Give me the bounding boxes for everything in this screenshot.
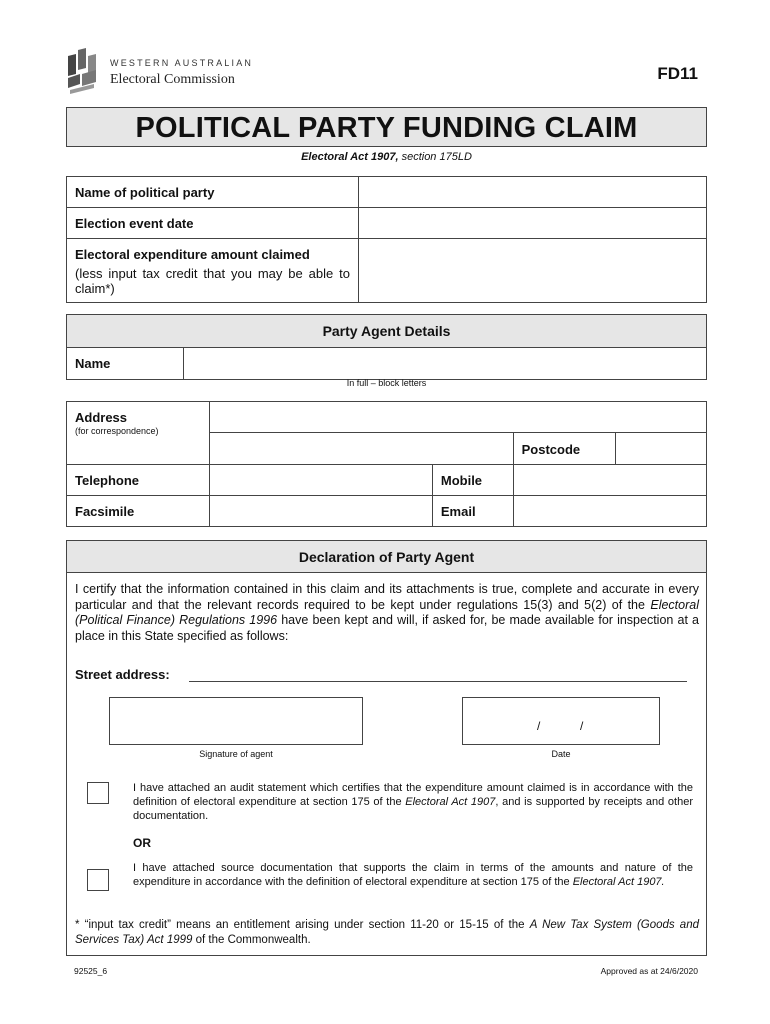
mobile-label: Mobile [432, 465, 513, 496]
date-slash-2: / [580, 719, 584, 733]
option1-act: Electoral Act 1907 [405, 796, 496, 808]
party-name-label: Name of political party [67, 177, 359, 208]
signature-caption: Signature of agent [199, 749, 273, 759]
footnote-text-1: * “input tax credit” means an entitlement arising under section 11-20 or 15-15 of the [75, 919, 530, 931]
agent-name-field[interactable] [184, 348, 707, 380]
address-line2-field[interactable] [210, 433, 513, 465]
footnote-act: A New Tax System (Goods and Services Tax) Act 1999 [75, 919, 699, 946]
date-slash-1: / [537, 719, 541, 733]
election-date-field[interactable] [359, 208, 707, 239]
mobile-field[interactable] [513, 465, 706, 496]
telephone-label: Telephone [67, 465, 210, 496]
expenditure-note: (less input tax credit that you may be able to claim*) [75, 266, 350, 296]
agent-details-table [66, 314, 707, 380]
form-number: 92525_6 [74, 966, 108, 976]
page-subtitle [66, 151, 707, 163]
option2-text-1: I have attached source documentation that supports the claim in terms of the amounts and nature of the expenditure in accordance with the definition of electoral expenditure at section 175 of the [133, 862, 693, 888]
address-sublabel: (for correspondence) [75, 426, 159, 436]
signature-field[interactable] [109, 697, 363, 745]
declaration-paragraph [75, 582, 699, 644]
agent-name-label: Name [67, 348, 184, 380]
audit-statement-checkbox[interactable] [87, 782, 109, 804]
date-field[interactable] [462, 697, 660, 745]
subtitle-section: section 175LD [398, 151, 472, 163]
declaration-section [66, 540, 707, 956]
expenditure-amount-field[interactable] [359, 239, 707, 303]
or-label: OR [133, 836, 151, 850]
logo-text-line1: WESTERN AUSTRALIAN [110, 58, 254, 68]
email-label: Email [432, 496, 513, 527]
telephone-field[interactable] [210, 465, 433, 496]
postcode-field[interactable] [616, 433, 707, 465]
form-code: FD11 [657, 64, 698, 83]
party-name-field[interactable] [359, 177, 707, 208]
declaration-text-1: I certify that the information contained in this claim and its attachments is true, complete and accurate in every particular and that the relevant records required to be kept under regulations 15(3) and 5(2) of the [75, 582, 699, 612]
postcode-label: Postcode [513, 433, 616, 465]
expenditure-label: Electoral expenditure amount claimed [75, 247, 310, 262]
agent-contact-table [66, 401, 707, 527]
approval-date: Approved as at 24/6/2020 [600, 966, 698, 976]
footnote-text-2: of the Commonwealth. [192, 934, 311, 946]
wa-electoral-commission-logo [66, 48, 254, 98]
declaration-text-2: have been kept and will, if asked for, be made available for inspection at a place in this State specified as follows: [75, 613, 699, 643]
address-label-cell [67, 402, 210, 465]
agent-details-heading: Party Agent Details [67, 315, 707, 348]
date-caption: Date [551, 749, 571, 759]
audit-statement-option [133, 781, 693, 823]
expenditure-label-cell [67, 239, 359, 303]
source-documentation-checkbox[interactable] [87, 869, 109, 891]
election-date-label: Election event date [67, 208, 359, 239]
option1-text-2: , and is supported by receipts and other documentation. [133, 796, 694, 822]
input-tax-credit-footnote [75, 918, 699, 948]
option2-act: Electoral Act 1907. [572, 876, 665, 888]
address-label: Address [75, 410, 128, 425]
source-documentation-option [133, 861, 693, 889]
email-field[interactable] [513, 496, 706, 527]
street-address-field[interactable] [189, 681, 687, 682]
subtitle-act: Electoral Act 1907, [301, 151, 399, 163]
declaration-regulations: Electoral (Political Finance) Regulations 1996 [75, 597, 699, 627]
claim-table [66, 176, 707, 303]
facsimile-label: Facsimile [67, 496, 210, 527]
logo-mark-icon [66, 48, 96, 96]
address-line1-field[interactable] [210, 402, 707, 433]
page-title: POLITICAL PARTY FUNDING CLAIM [66, 107, 707, 147]
declaration-heading: Declaration of Party Agent [67, 541, 706, 573]
option1-text-1: I have attached an audit statement which certifies that the expenditure amount claimed is in accordance with the definition of electoral expenditure at section 175 of the [133, 782, 693, 808]
facsimile-field[interactable] [210, 496, 433, 527]
name-block-letters-note: In full – block letters [346, 378, 427, 388]
street-address-label: Street address: [75, 667, 170, 682]
logo-text-line2: Electoral Commission [110, 72, 235, 87]
